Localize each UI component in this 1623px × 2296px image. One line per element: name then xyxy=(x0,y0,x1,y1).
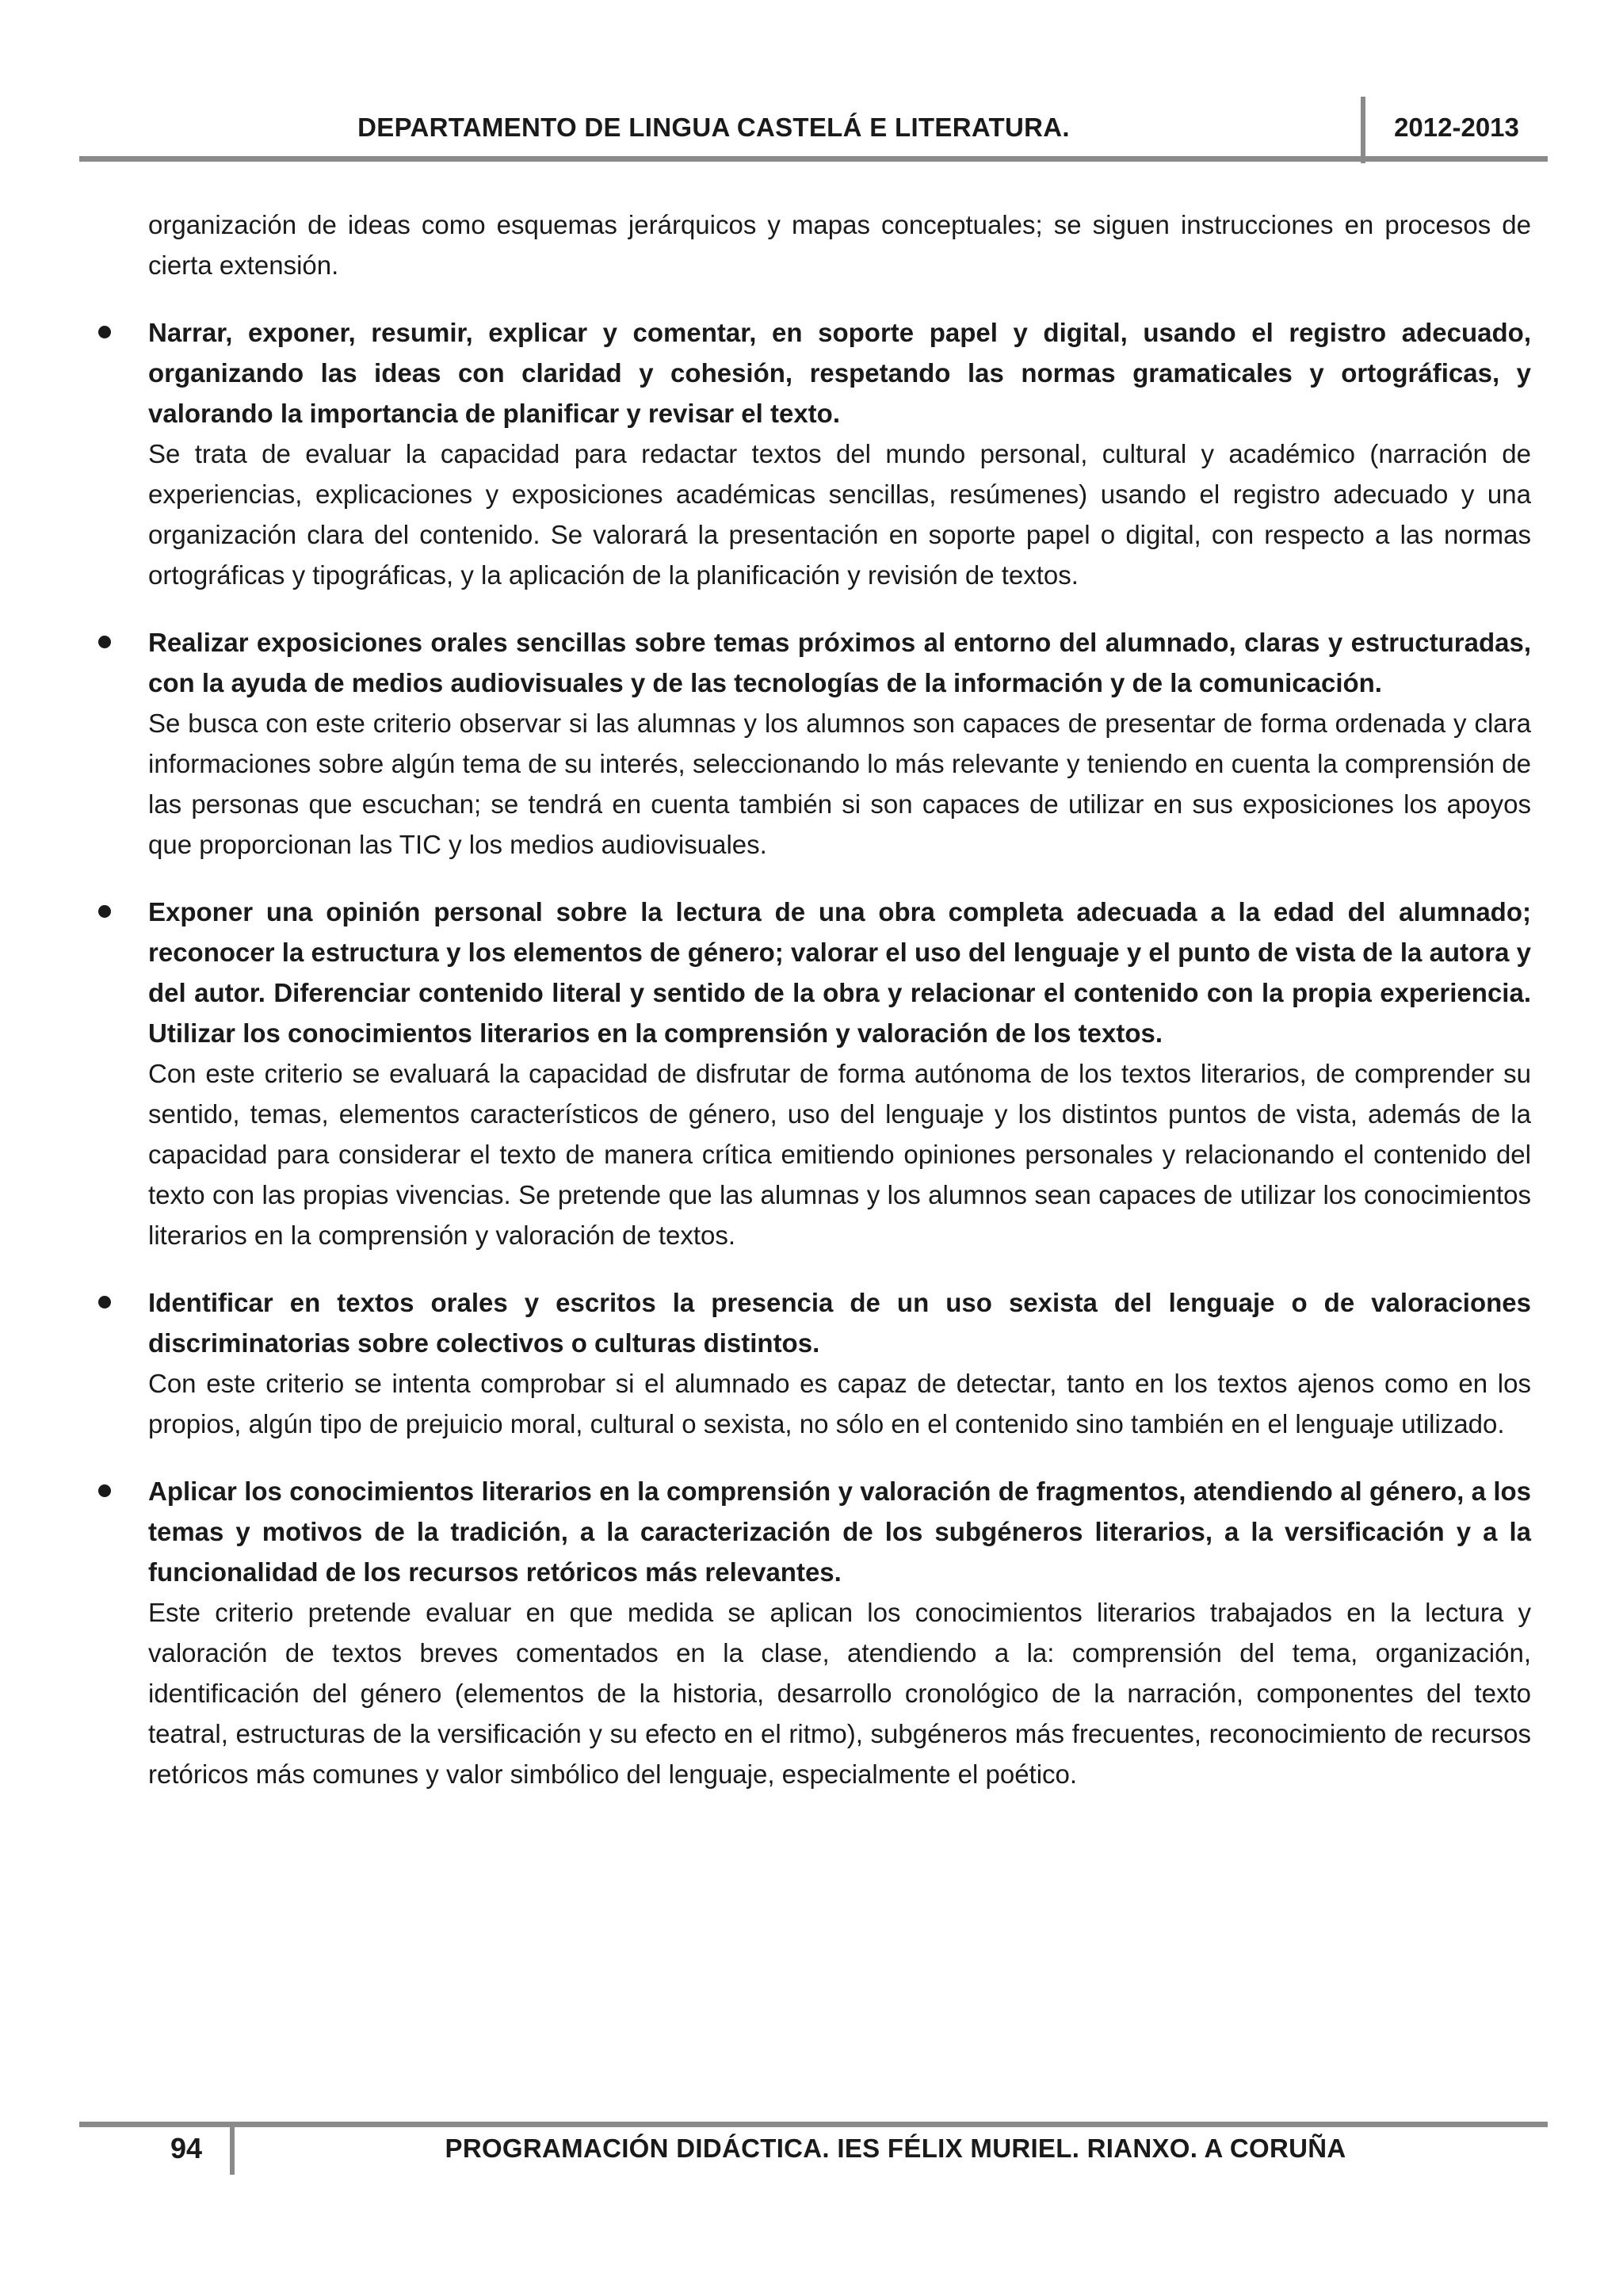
criterion-item xyxy=(148,312,1531,595)
criterion-item xyxy=(148,892,1531,1255)
page-content xyxy=(148,204,1531,1794)
criterion-item xyxy=(148,622,1531,865)
criterion-body: Este criterio pretende evaluar en que medida se aplican los conocimientos literarios trabajados en la lectura y valoración de textos breves comentados en la clase, atendiendo a la: comprensión del tema, organización, identificación del género (elementos de la historia, desarrollo cronológico de la narración, componentes del texto teatral, estructuras de la versificación y su efecto en el ritmo), subgéneros más frecuentes, reconocimiento de recursos retóricos más comunes y valor simbólico del lenguaje, especialmente el poético. xyxy=(148,1598,1531,1789)
header-title: DEPARTAMENTO DE LINGUA CASTELÁ E LITERATURA. xyxy=(357,113,1070,142)
bullet-icon xyxy=(98,1484,111,1497)
criterion-body: Con este criterio se intenta comprobar si el alumnado es capaz de detectar, tanto en los textos ajenos como en los propios, algún tipo de prejuicio moral, cultural o sexista, no sólo en el contenido sino también en el lenguaje utilizado. xyxy=(148,1369,1531,1438)
criterion-item xyxy=(148,1282,1531,1444)
bullet-icon xyxy=(98,905,111,918)
page-number: 94 xyxy=(170,2132,203,2164)
bullet-icon xyxy=(98,636,111,648)
criterion-title: Narrar, exponer, resumir, explicar y comentar, en soporte papel y digital, usando el registro adecuado, organizando las ideas con claridad y cohesión, respetando las normas gramaticales y ortográficas, y valorando la importancia de planificar y revisar el texto. xyxy=(148,318,1531,428)
bullet-icon xyxy=(98,1296,111,1308)
bullet-icon xyxy=(98,326,111,338)
header-year: 2012-2013 xyxy=(1394,113,1519,142)
criterion-title: Identificar en textos orales y escritos la presencia de un uso sexista del lenguaje o de valoraciones discriminatorias sobre colectivos o culturas distintos. xyxy=(148,1288,1531,1358)
header-divider xyxy=(1361,97,1365,163)
criterion-item xyxy=(148,1471,1531,1794)
criterion-title: Aplicar los conocimientos literarios en la comprensión y valoración de fragmentos, atendiendo al género, a los temas y motivos de la tradición, a la caracterización de los subgéneros literarios, a la versificación y a la funcionalidad de los recursos retóricos más relevantes. xyxy=(148,1477,1531,1587)
criterion-title: Exponer una opinión personal sobre la lectura de una obra completa adecuada a la edad del alumnado; reconocer la estructura y los elementos de género; valorar el uso del lenguaje y el punto de vista de la autora y del autor. Diferenciar contenido literal y sentido de la obra y relacionar el contenido con la propia experiencia. Utilizar los conocimientos literarios en la comprensión y valoración de los textos. xyxy=(148,897,1531,1048)
criterion-body: Se busca con este criterio observar si las alumnas y los alumnos son capaces de presentar de forma ordenada y clara informaciones sobre algún tema de su interés, seleccionando lo más relevante y teniendo en cuenta la comprensión de las personas que escuchan; se tendrá en cuenta también si son capaces de utilizar en sus exposiciones los apoyos que proporcionan las TIC y los medios audiovisuales. xyxy=(148,709,1531,859)
intro-paragraph: organización de ideas como esquemas jerárquicos y mapas conceptuales; se siguen instrucciones en procesos de cierta extensión. xyxy=(148,210,1531,280)
criterion-body: Con este criterio se evaluará la capacidad de disfrutar de forma autónoma de los textos literarios, de comprender su sentido, temas, elementos característicos de género, uso del lenguaje y los distintos puntos de vista, además de la capacidad para considerar el texto de manera crítica emitiendo opiniones personales y relacionando el contenido del texto con las propias vivencias. Se pretende que las alumnas y los alumnos sean capaces de utilizar los conocimientos literarios en la comprensión y valoración de textos. xyxy=(148,1059,1531,1250)
footer-text: PROGRAMACIÓN DIDÁCTICA. IES FÉLIX MURIEL. RIANXO. A CORUÑA xyxy=(445,2134,1346,2163)
header-rule xyxy=(79,156,1548,162)
criterion-title: Realizar exposiciones orales sencillas sobre temas próximos al entorno del alumnado, claras y estructuradas, con la ayuda de medios audiovisuales y de las tecnologías de la información y de la comunicación. xyxy=(148,628,1531,697)
footer-rule xyxy=(79,2122,1548,2127)
criterion-body: Se trata de evaluar la capacidad para redactar textos del mundo personal, cultural y académico (narración de experiencias, explicaciones y exposiciones académicas sencillas, resúmenes) usando el registro adecuado y una organización clara del contenido. Se valorará la presentación en soporte papel o digital, con respecto a las normas ortográficas y tipográficas, y la aplicación de la planificación y revisión de textos. xyxy=(148,439,1531,590)
footer-divider xyxy=(230,2127,235,2175)
